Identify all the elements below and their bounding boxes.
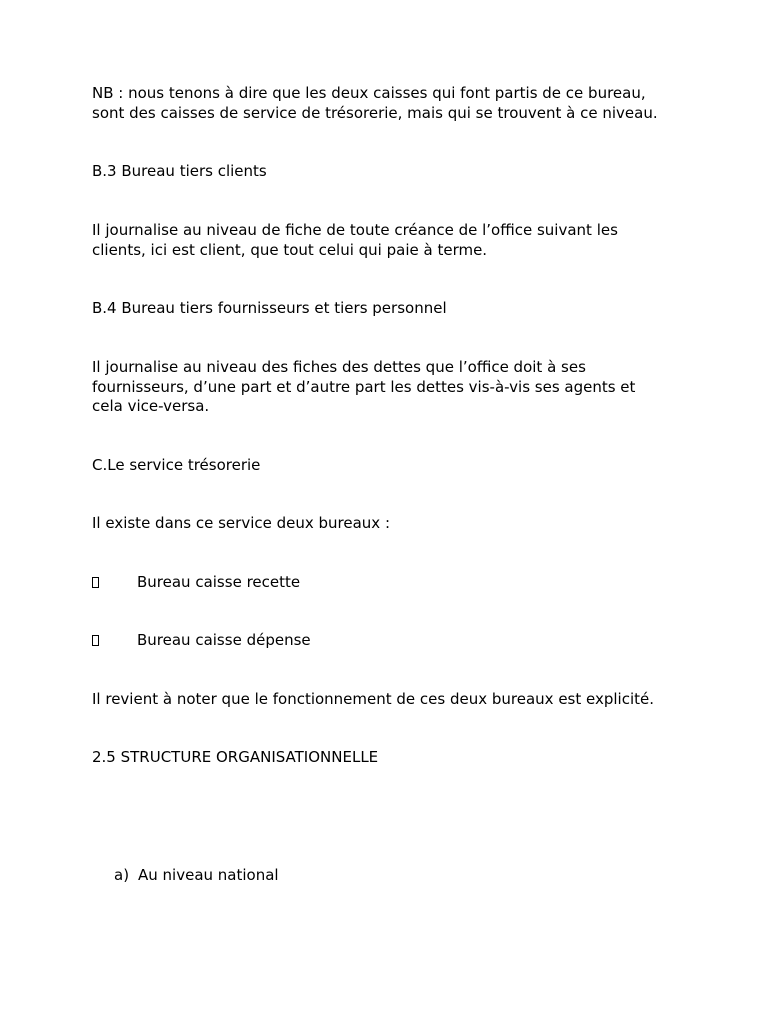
c-intro-paragraph: Il existe dans ce service deux bureaux :: [92, 514, 391, 532]
b4-paragraph: Il journalise au niveau des fiches des dettes que l’office doit à ses fournisseurs, d’une part et d’autre part les dettes vis-à-vis ses agents et cela vice-versa.: [92, 358, 636, 415]
section-heading-b3: B.3 Bureau tiers clients: [92, 162, 267, 180]
bullet-item-label: Bureau caisse recette: [137, 573, 301, 591]
square-bullet-icon: [92, 635, 99, 646]
closing-paragraph: Il revient à noter que le fonctionnement de ces deux bureaux est explicité.: [92, 690, 655, 708]
list-item: [114, 866, 279, 886]
section-heading-b4: B.4 Bureau tiers fournisseurs et tiers personnel: [92, 299, 447, 317]
list-item-label: Au niveau national: [138, 866, 279, 884]
section-heading-c: C.Le service trésorerie: [92, 456, 261, 474]
nb-paragraph: NB : nous tenons à dire que les deux caisses qui font partis de ce bureau, sont des caisses de service de trésorerie, mais qui se trouvent à ce niveau.: [92, 84, 658, 122]
square-bullet-icon: [92, 577, 99, 588]
list-marker: a): [114, 866, 130, 884]
bullet-item-label: Bureau caisse dépense: [137, 631, 311, 649]
section-heading-2-5: 2.5 STRUCTURE ORGANISATIONNELLE: [92, 748, 379, 766]
bullet-item: [92, 631, 692, 651]
bullet-item: [92, 573, 692, 593]
b3-paragraph: Il journalise au niveau de fiche de toute créance de l’office suivant les clients, ici est client, que tout celui qui paie à terme.: [92, 221, 618, 259]
